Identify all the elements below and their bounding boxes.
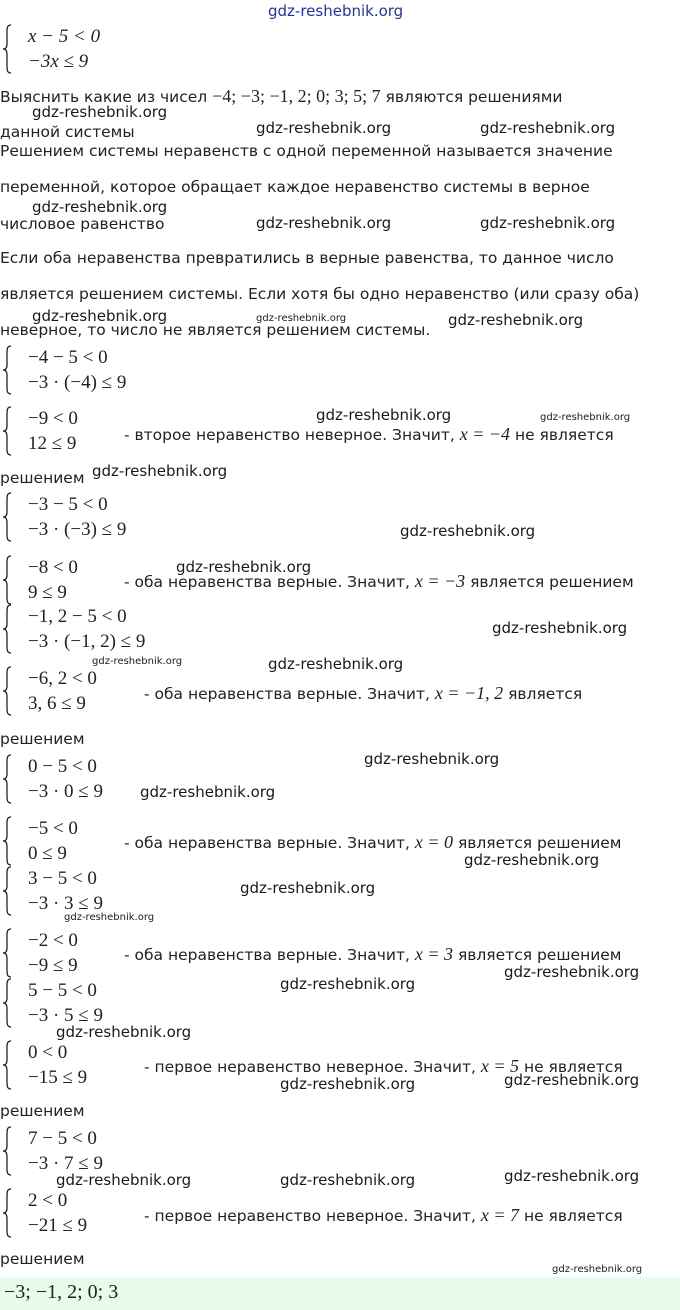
theory-line-3: числовое равенство (0, 215, 165, 233)
note-math: x = 0 (414, 832, 454, 852)
inequality-1: −5 < 0 (28, 818, 78, 839)
question-post: являются решениями (380, 88, 563, 106)
inequality-2: −3 · 5 ≤ 9 (28, 1005, 103, 1026)
watermark-text: gdz-reshebnik.org (504, 1071, 640, 1089)
watermark-text: gdz-reshebnik.org (256, 313, 347, 324)
brace-icon (2, 1188, 12, 1238)
watermark-text: gdz-reshebnik.org (92, 656, 183, 667)
note-text: - второе неравенство неверное. Значит, (124, 426, 460, 444)
note-math: x = 7 (480, 1205, 520, 1225)
inequality-1: −2 < 0 (28, 930, 78, 951)
brace-icon (2, 24, 12, 74)
inequality-1: −8 < 0 (28, 557, 78, 578)
note-text: - оба неравенства верные. Значит, (144, 685, 435, 703)
check-note (124, 424, 614, 445)
watermark-text: gdz-reshebnik.org (268, 655, 404, 673)
watermark-text: gdz-reshebnik.org (480, 119, 616, 137)
note-text-end: является (503, 685, 583, 703)
check-note (124, 944, 622, 965)
check-note (144, 683, 582, 704)
inequality-1: 5 − 5 < 0 (28, 980, 97, 1001)
inequality-2: −3 · (−3) ≤ 9 (28, 519, 127, 540)
inequality-2: −21 ≤ 9 (28, 1215, 88, 1236)
watermark-text: gdz-reshebnik.org (256, 119, 392, 137)
watermark-text: gdz-reshebnik.org (280, 1075, 416, 1093)
inequality-1: −4 − 5 < 0 (28, 347, 108, 368)
watermark-text: gdz-reshebnik.org (140, 783, 276, 801)
brace-icon (2, 406, 12, 456)
watermark-text: gdz-reshebnik.org (316, 406, 452, 424)
watermark-text: gdz-reshebnik.org (552, 1264, 643, 1275)
inequality-2: −3x ≤ 9 (28, 51, 89, 72)
theory-line-2: переменной, которое обращает каждое неравенство системы в верное (0, 178, 590, 196)
inequality-2: −3 · 0 ≤ 9 (28, 781, 103, 802)
inequality-1: −6, 2 < 0 (28, 668, 97, 689)
note-math: x = −1, 2 (434, 683, 504, 703)
note-text-end: не является (519, 1058, 623, 1076)
watermark-text: gdz-reshebnik.org (280, 1171, 416, 1189)
answer-box (0, 1277, 680, 1310)
inequality-2: −3 · (−1, 2) ≤ 9 (28, 631, 146, 652)
theory-line-1: Решением системы неравенств с одной переменной называется значение (0, 142, 613, 160)
inequality-2: −9 ≤ 9 (28, 955, 78, 976)
brace-icon (2, 604, 12, 654)
watermark-text: gdz-reshebnik.org (240, 879, 376, 897)
watermark-text: gdz-reshebnik.org (400, 522, 536, 540)
watermark-text: gdz-reshebnik.org (280, 975, 416, 993)
inequality-2: −15 ≤ 9 (28, 1067, 88, 1088)
brace-icon (2, 1126, 12, 1176)
note-math: x = 5 (480, 1056, 520, 1076)
note-text-end: является решением (465, 573, 634, 591)
note-text: - первое неравенство неверное. Значит, (144, 1207, 481, 1225)
watermark-text: gdz-reshebnik.org (32, 307, 168, 325)
inequality-1: 7 − 5 < 0 (28, 1128, 97, 1149)
inequality-2: 12 ≤ 9 (28, 433, 77, 454)
check-note-continuation: решением (0, 1102, 85, 1120)
note-text: - первое неравенство неверное. Значит, (144, 1058, 481, 1076)
brace-icon (2, 816, 12, 866)
check-note-continuation: решением (0, 1250, 85, 1268)
inequality-1: −1, 2 − 5 < 0 (28, 606, 127, 627)
note-math: x = 3 (414, 944, 454, 964)
inequality-1: x − 5 < 0 (28, 26, 101, 47)
inequality-1: 0 < 0 (28, 1042, 68, 1063)
inequality-1: 3 − 5 < 0 (28, 868, 97, 889)
inequality-1: −9 < 0 (28, 408, 78, 429)
inequality-1: 0 − 5 < 0 (28, 756, 97, 777)
watermark-text: gdz-reshebnik.org (32, 198, 168, 216)
inequality-2: −3 · 3 ≤ 9 (28, 893, 103, 914)
watermark-text: gdz-reshebnik.org (504, 963, 640, 981)
watermark-text: gdz-reshebnik.org (480, 214, 616, 232)
watermark-text: gdz-reshebnik.org (268, 2, 404, 20)
note-math: x = −4 (459, 424, 511, 444)
brace-icon (2, 666, 12, 716)
inequality-1: 2 < 0 (28, 1190, 68, 1211)
answer-text: −3; −1, 2; 0; 3 (4, 1281, 119, 1303)
watermark-text: gdz-reshebnik.org (504, 1167, 640, 1185)
note-text: - оба неравенства верные. Значит, (124, 834, 415, 852)
brace-icon (2, 555, 12, 605)
question-numbers: −4; −3; −1, 2; 0; 3; 5; 7 (212, 86, 381, 106)
note-text-end: является решением (453, 946, 622, 964)
question-pre: Выяснить какие из чисел (0, 88, 213, 106)
brace-icon (2, 866, 12, 916)
watermark-text: gdz-reshebnik.org (540, 412, 631, 423)
brace-icon (2, 928, 12, 978)
check-note-continuation: решением (0, 469, 85, 487)
watermark-text: gdz-reshebnik.org (256, 214, 392, 232)
watermark-text: gdz-reshebnik.org (448, 311, 584, 329)
inequality-2: 0 ≤ 9 (28, 843, 67, 864)
theory-line-4: Если оба неравенства превратились в верные равенства, то данное число (0, 249, 614, 267)
inequality-2: −3 · 7 ≤ 9 (28, 1153, 103, 1174)
note-text-end: не является (519, 1207, 623, 1225)
check-note (144, 1205, 623, 1226)
watermark-text: gdz-reshebnik.org (364, 750, 500, 768)
watermark-text: gdz-reshebnik.org (464, 851, 600, 869)
inequality-2: −3 · (−4) ≤ 9 (28, 372, 127, 393)
theory-line-5: является решением системы. Если хотя бы одно неравенство (или сразу оба) (0, 285, 640, 303)
brace-icon (2, 978, 12, 1028)
question-line-2: данной системы (0, 123, 135, 141)
watermark-text: gdz-reshebnik.org (492, 619, 628, 637)
brace-icon (2, 492, 12, 542)
note-text-end: является решением (453, 834, 622, 852)
note-text-end: не является (510, 426, 614, 444)
inequality-2: 9 ≤ 9 (28, 582, 67, 603)
inequality-2: 3, 6 ≤ 9 (28, 693, 86, 714)
brace-icon (2, 1040, 12, 1090)
check-note-continuation: решением (0, 730, 85, 748)
inequality-1: −3 − 5 < 0 (28, 494, 108, 515)
watermark-text: gdz-reshebnik.org (56, 1171, 192, 1189)
brace-icon (2, 345, 12, 395)
brace-icon (2, 754, 12, 804)
watermark-text: gdz-reshebnik.org (32, 103, 168, 121)
watermark-text: gdz-reshebnik.org (92, 462, 228, 480)
note-text: - оба неравенства верные. Значит, (124, 573, 415, 591)
watermark-text: gdz-reshebnik.org (176, 558, 312, 576)
note-text: - оба неравенства верные. Значит, (124, 946, 415, 964)
watermark-text: gdz-reshebnik.org (56, 1023, 192, 1041)
theory-line-6: неверное, то число не является решением системы. (0, 321, 431, 339)
note-math: x = −3 (414, 571, 466, 591)
check-note (124, 832, 622, 853)
watermark-text: gdz-reshebnik.org (64, 912, 155, 923)
